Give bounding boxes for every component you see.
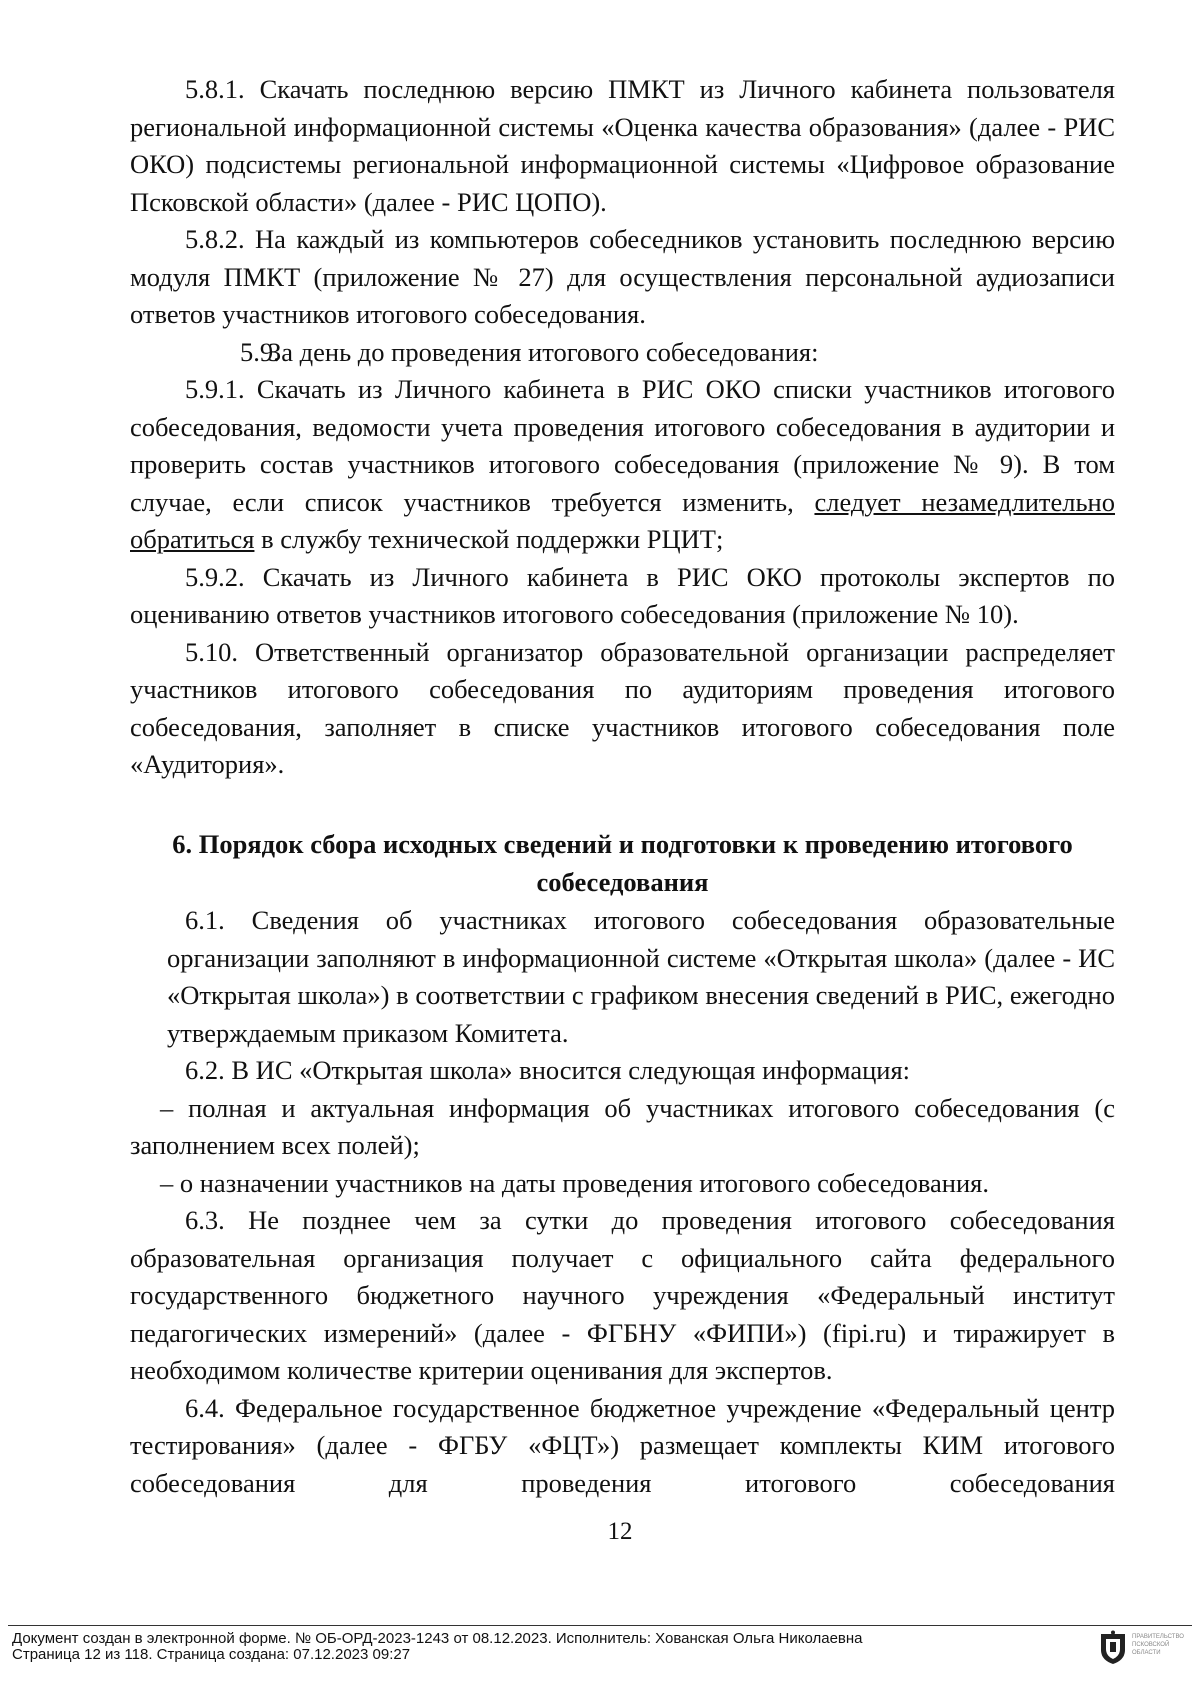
section6-text xyxy=(130,902,1115,1502)
government-label xyxy=(1132,1633,1192,1657)
paragraph-6-2: 6.2. В ИС «Открытая школа» вносится следующая информация: xyxy=(185,1055,911,1085)
paragraph-6-1: 6.1. Сведения об участниках итогового собеседования образовательные организации заполняют в информационной системе «Открытая школа» (далее - ИС «Открытая школа») в соответствии с графиком внесения сведений в РИС, ежегодно утверждаемым приказом Комитета. xyxy=(167,905,1115,1048)
list-item: – о назначении участников на даты проведения итогового собеседования. xyxy=(160,1167,989,1198)
paragraph-text: За день до проведения итогового собеседования: xyxy=(268,336,819,367)
paragraph-6-1-block xyxy=(167,902,1115,1052)
paragraph-5-10: 5.10. Ответственный организатор образовательной организации распределяет участников итогового собеседования по аудиториям проведения итогового собеседования, заполняет в списке участников итогового собеседования поле «Аудитория». xyxy=(130,636,1115,779)
footer xyxy=(12,1631,1092,1663)
footer-document-info: Документ создан в электронной форме. № ОБ-ОРД-2023-1243 от 08.12.2023. Исполнитель: Хованская Ольга Николаевна xyxy=(12,1630,863,1647)
paragraph-5-9-2: 5.9.2. Скачать из Личного кабинета в РИС ОКО протоколы экспертов по оцениванию ответов участников итогового собеседования (приложение № 10). xyxy=(130,561,1115,629)
paragraph-5-8-2: 5.8.2. На каждый из компьютеров собеседников установить последнюю версию модуля ПМКТ (приложение № 27) для осуществления персональной аудиозаписи ответов участников итогового собеседования. xyxy=(130,224,1115,329)
heading-line: собеседования xyxy=(536,866,709,897)
page-number: 12 xyxy=(607,1518,633,1545)
coat-of-arms-icon xyxy=(1097,1630,1129,1666)
paragraph-text: в службу технической поддержки РЦИТ; xyxy=(254,524,724,554)
paragraph-5-8-1: 5.8.1. Скачать последнюю версию ПМКТ из Личного кабинета пользователя региональной информационной системы «Оценка качества образования» (далее - РИС ОКО) подсистемы региональной информационной системы «Цифровое образование Псковской области» (далее - РИС ЦОПО). xyxy=(130,74,1115,217)
section6-heading xyxy=(130,826,1115,901)
list-item: – полная и актуальная информация об участниках итогового собеседования (с заполнением всех полей); xyxy=(130,1092,1115,1160)
paragraph-number: 5.9. xyxy=(240,336,280,367)
paragraph-6-4: 6.4. Федеральное государственное бюджетное учреждение «Федеральный центр тестирования» (далее - ФГБУ «ФЦТ») размещает комплекты КИМ итогового собеседования для проведения итогового собеседования xyxy=(130,1392,1115,1498)
heading-line: 6. Порядок сбора исходных сведений и подготовки к проведению итогового xyxy=(172,829,1073,859)
footer-divider xyxy=(8,1625,1192,1626)
underlined-text: следует незамедлительно обратиться xyxy=(130,486,1115,554)
paragraph-5-9-1 xyxy=(130,371,1115,559)
paragraph-5-9 xyxy=(130,334,1115,372)
paragraph-6-3: 6.3. Не позднее чем за сутки до проведения итогового собеседования образовательная организация получает с официального сайта федерального государственного бюджетного научного учреждения «Федеральный институт педагогических измерений» (далее - ФГБНУ «ФИПИ») (fipi.ru) и тиражирует в необходимом количестве критерии оценивания для экспертов. xyxy=(130,1205,1115,1385)
footer-page-info: Страница 12 из 118. Страница создана: 07.12.2023 09:27 xyxy=(12,1646,411,1663)
section5-text xyxy=(130,71,1115,784)
paragraph-text: 5.9.1. Скачать из Личного кабинета в РИС ОКО списки участников итогового собеседования, ведомости учета проведения итогового собеседования в аудитории и проверить состав участников итогового собеседования (приложение № 9). В том случае, если список участников требуется изменить, xyxy=(130,374,1115,517)
government-label-text: ПРАВИТЕЛЬСТВО ПСКОВСКОЙ ОБЛАСТИ xyxy=(1132,1634,1184,1656)
